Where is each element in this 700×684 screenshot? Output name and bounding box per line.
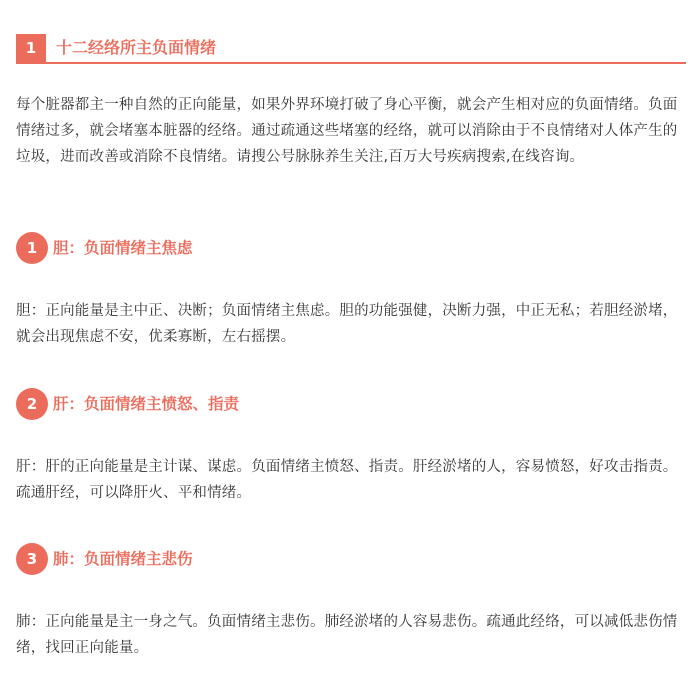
subsection-number-circle: 1 [16, 232, 48, 264]
subsection-header-liver [16, 388, 686, 420]
subsection-title: 肝：负面情绪主愤怒、指责 [53, 395, 240, 413]
section-header [16, 34, 686, 64]
subsection-header-lung [16, 543, 686, 575]
subsection-paragraph-liver: 肝：肝的正向能量是主计谋、谋虑。负面情绪主愤怒、指责。肝经淤堵的人，容易愤怒，好攻击指责。疏通肝经，可以降肝火、平和情绪。 [16, 459, 678, 501]
subsection-title: 肺：负面情绪主悲伤 [53, 550, 193, 568]
section-title: 十二经络所主负面情绪 [56, 38, 217, 57]
subsection-title: 胆：负面情绪主焦虑 [53, 239, 193, 257]
intro-paragraph: 每个脏器都主一种自然的正向能量，如果外界环境打破了身心平衡，就会产生相对应的负面情绪。负面情绪过多，就会堵塞本脏器的经络。通过疏通这些堵塞的经络，就可以消除由于不良情绪对人体产生的垃圾，进而改善或消除不良情绪。请搜公号脉脉养生关注,百万大号疾病搜索,在线咨询。 [16, 97, 678, 165]
subsection-number-circle: 3 [16, 543, 48, 575]
section-number-badge: 1 [16, 34, 46, 62]
subsection-number-circle: 2 [16, 388, 48, 420]
subsection-header-gallbladder [16, 232, 686, 264]
subsection-paragraph-lung: 肺：正向能量是主一身之气。负面情绪主悲伤。肺经淤堵的人容易悲伤。疏通此经络，可以减低悲伤情绪，找回正向能量。 [16, 614, 678, 656]
subsection-paragraph-gallbladder: 胆：正向能量是主中正、决断；负面情绪主焦虑。胆的功能强健，决断力强，中正无私；若胆经淤堵，就会出现焦虑不安，优柔寡断，左右摇摆。 [16, 303, 678, 345]
